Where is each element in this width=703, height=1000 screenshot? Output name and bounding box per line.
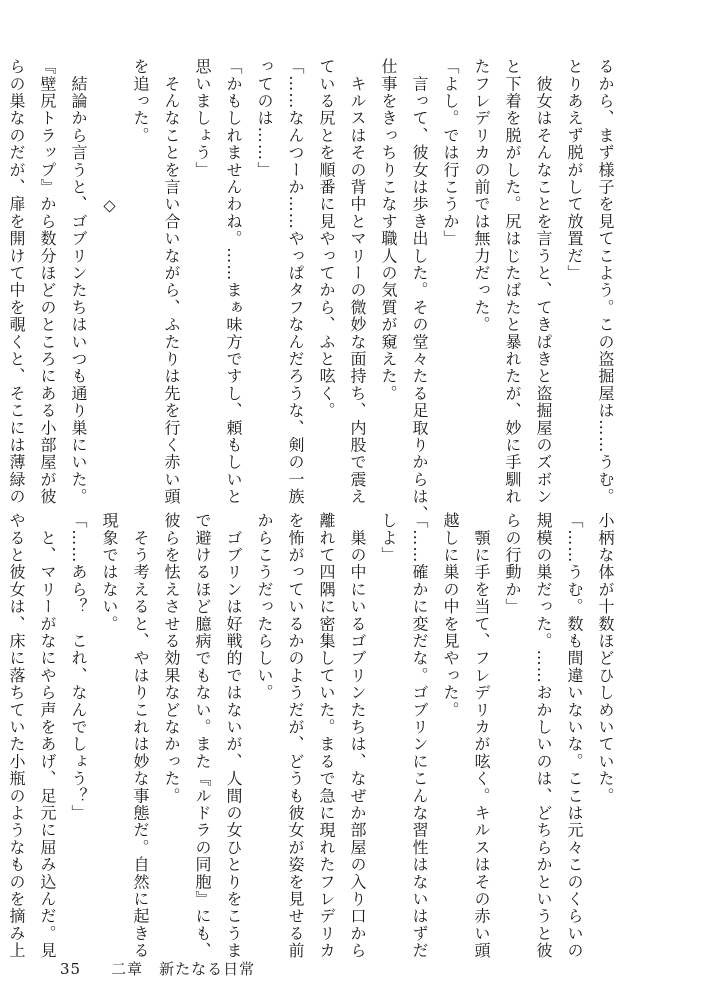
- top-text-line: 仕事をきっちりこなす職人の気質が窺えた。: [379, 58, 398, 402]
- bottom-text-line: 規模の巣だった。……おかしいのは、どちらかというと彼: [534, 512, 553, 960]
- bottom-text-line: ゴブリンは好戦的ではないが、人間の女ひとりをこうま: [224, 512, 243, 960]
- top-text-line: 「よし。では行こうか」: [441, 58, 460, 248]
- top-text-line: とりあえず脱がして放置だ」: [565, 58, 584, 282]
- bottom-text-line: 巣の中にいるゴブリンたちは、なぜか部屋の入り口から: [348, 512, 367, 960]
- top-text-line: 言って、彼女は歩き出した。その堂々たる足取りからは、: [410, 58, 429, 523]
- bottom-text-line: 「……うむ。数も間違いないな。ここは元々このくらいの: [565, 512, 584, 960]
- bottom-text-line: 「……あら？ これ、なんでしょう？」: [69, 512, 88, 822]
- bottom-text-line: らの行動か」: [503, 512, 522, 616]
- top-text-line: ◇: [100, 58, 119, 216]
- top-text-line: 『壁尻トラップ』から数分ほどのところにある小部屋が彼: [38, 58, 57, 506]
- top-text-line: るから、まず様子を見てこよう。この盗掘屋は……うむ。: [596, 58, 615, 506]
- bottom-text-line: 越しに巣の中を見やった。: [441, 512, 460, 719]
- top-text-line: たフレデリカの前では無力だった。: [472, 58, 491, 334]
- top-text-line: ている尻とを順番に見やってから、ふと呟く。: [317, 58, 336, 420]
- top-text-line: と下着を脱がした。尻はじたばたと暴れたが、妙に手馴れ: [503, 58, 522, 506]
- page-number: 35: [60, 960, 82, 978]
- top-text-line: らの巣なのだが、扉を開けて中を覗くと、そこには薄緑の: [7, 58, 26, 506]
- chapter-title: 二章 新たなる日常: [111, 960, 256, 978]
- bottom-text-line: やると彼女は、床に落ちていた小瓶のようなものを摘み上: [7, 512, 26, 960]
- bottom-text-line: を怖がっているかのようだが、どうも彼女が姿を見せる前: [286, 512, 305, 960]
- top-text-line: 思いましょう」: [193, 58, 212, 179]
- bottom-text-line: からこうだったらしい。: [255, 512, 274, 702]
- top-text-line: を追った。: [131, 58, 150, 144]
- text-block-bottom: [7, 512, 621, 960]
- bottom-text-line: 彼らを怯えさせる効果などなかった。: [162, 512, 181, 805]
- bottom-text-line: で避けるほど臆病でもない。また『ルドラの同胞』にも、: [193, 512, 212, 960]
- bottom-text-line: しよ」: [379, 512, 398, 564]
- top-text-line: ってのは……」: [255, 58, 274, 179]
- bottom-text-line: 現象ではない。: [100, 512, 119, 633]
- top-text-line: 「……なんつーか……やっぱタフなんだろうな、剣の一族: [286, 58, 305, 506]
- bottom-text-line: 顎に手を当て、フレデリカが呟く。キルスはその赤い頭: [472, 512, 491, 960]
- top-text-line: 彼女はそんなことを言うと、てきぱきと盗掘屋のズボン: [534, 58, 553, 506]
- top-text-line: 結論から言うと、ゴブリンたちはいつも通り巣にいた。: [69, 58, 88, 506]
- bottom-text-line: 「……確かに変だな。ゴブリンにこんな習性はないはずだ: [410, 512, 429, 960]
- bottom-text-line: そう考えると、やはりこれは妙な事態だ。自然に起きる: [131, 512, 150, 960]
- bottom-text-line: 小柄な体が十数ほどひしめいていた。: [596, 512, 615, 805]
- top-text-line: 「かもしれませんわね。……まぁ味方ですし、頼もしいと: [224, 58, 243, 506]
- top-text-line: キルスはその背中とマリーの微妙な面持ち、内股で震え: [348, 58, 367, 506]
- bottom-text-line: と、マリーがなにやら声をあげ、足元に屈み込んだ。見: [38, 512, 57, 960]
- top-text-line: そんなことを言い合いながら、ふたりは先を行く赤い頭: [162, 58, 181, 506]
- page-footer: [60, 958, 255, 979]
- text-block-top: [7, 58, 621, 523]
- bottom-text-line: 離れて四隅に密集していた。まるで急に現れたフレデリカ: [317, 512, 336, 960]
